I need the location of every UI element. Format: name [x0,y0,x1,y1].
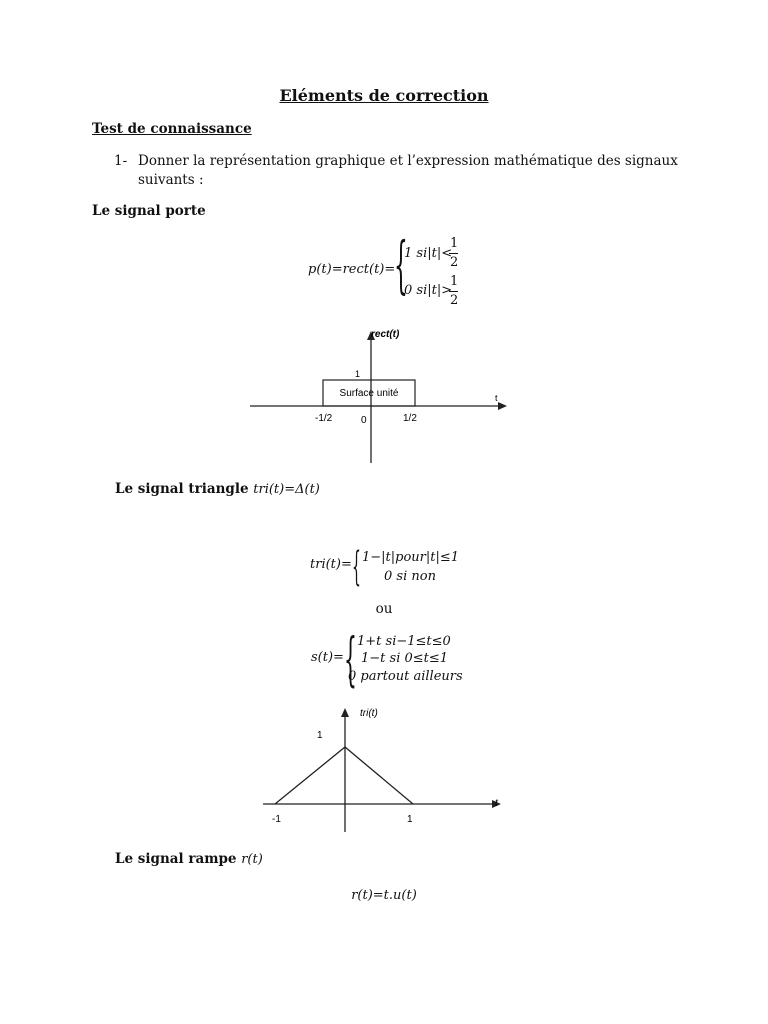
tri-brace: { [352,544,361,590]
tri-ylabel: tri(t) [360,708,378,719]
question-number: 1- [114,153,128,169]
tri-peak-label: 1 [317,730,323,741]
s-formula [311,625,481,693]
page-title: Eléments de correction [279,86,489,105]
porte-x-arrow [498,402,507,410]
porte-case-2: 0 si|t|> [404,283,453,298]
rampe-heading-label: Le signal rampe [115,851,237,867]
tri-case-1: 1−|t|pour|t|≤1 [362,550,460,565]
rampe-formula: r(t)=t.u(t) [351,888,417,903]
triangle-heading [115,481,320,497]
porte-case-1: 1 si|t|< [404,246,453,261]
porte-brace: { [394,228,408,301]
test-heading: Test de connaissance [92,121,252,137]
porte-frac1-den: 2 [450,255,459,270]
tri-case-2: 0 si non [384,569,436,584]
porte-tick-zero: 0 [361,415,367,426]
question-line-2: suivants : [138,172,204,188]
tri-xlabel: t [495,798,498,809]
ou-text: ou [375,601,393,617]
porte-ylabel: rect(t) [371,329,400,340]
s-brace: { [344,625,357,693]
porte-formula [308,228,478,308]
tri-tick-left: -1 [272,814,281,825]
triangle-heading-math: tri(t)=Δ(t) [253,482,320,497]
tri-formula-lhs: tri(t)= [310,557,352,572]
tri-tick-right: 1 [407,814,413,825]
porte-heading: Le signal porte [92,203,206,219]
porte-tick-left: -1/2 [315,413,333,424]
s-case-1: 1+t si−1≤t≤0 [357,634,451,649]
porte-tick-right: 1/2 [403,413,417,424]
s-case-3: 0 partout ailleurs [348,669,463,684]
porte-box-label: Surface unité [339,388,399,399]
tri-curve [275,747,413,804]
porte-frac1-bar [449,253,458,254]
porte-xlabel: t [495,393,498,403]
rampe-heading-math: r(t) [241,852,263,867]
porte-formula-lhs: p(t)=rect(t)= [308,262,396,277]
porte-frac2-bar [449,291,458,292]
question-line-1: Donner la représentation graphique et l’expression mathématique des signaux [138,153,678,169]
tri-formula [310,544,480,590]
rampe-heading [115,851,263,867]
porte-frac2-num: 1 [450,274,459,289]
tri-figure [258,702,508,834]
porte-frac2-den: 2 [450,293,459,308]
tri-y-arrow [341,708,349,717]
porte-tick-top: 1 [355,369,361,379]
porte-frac1-num: 1 [450,236,459,251]
porte-figure [245,325,515,470]
triangle-heading-label: Le signal triangle [115,481,249,497]
s-case-2: 1−t si 0≤t≤1 [361,651,449,666]
s-formula-lhs: s(t)= [311,650,344,665]
